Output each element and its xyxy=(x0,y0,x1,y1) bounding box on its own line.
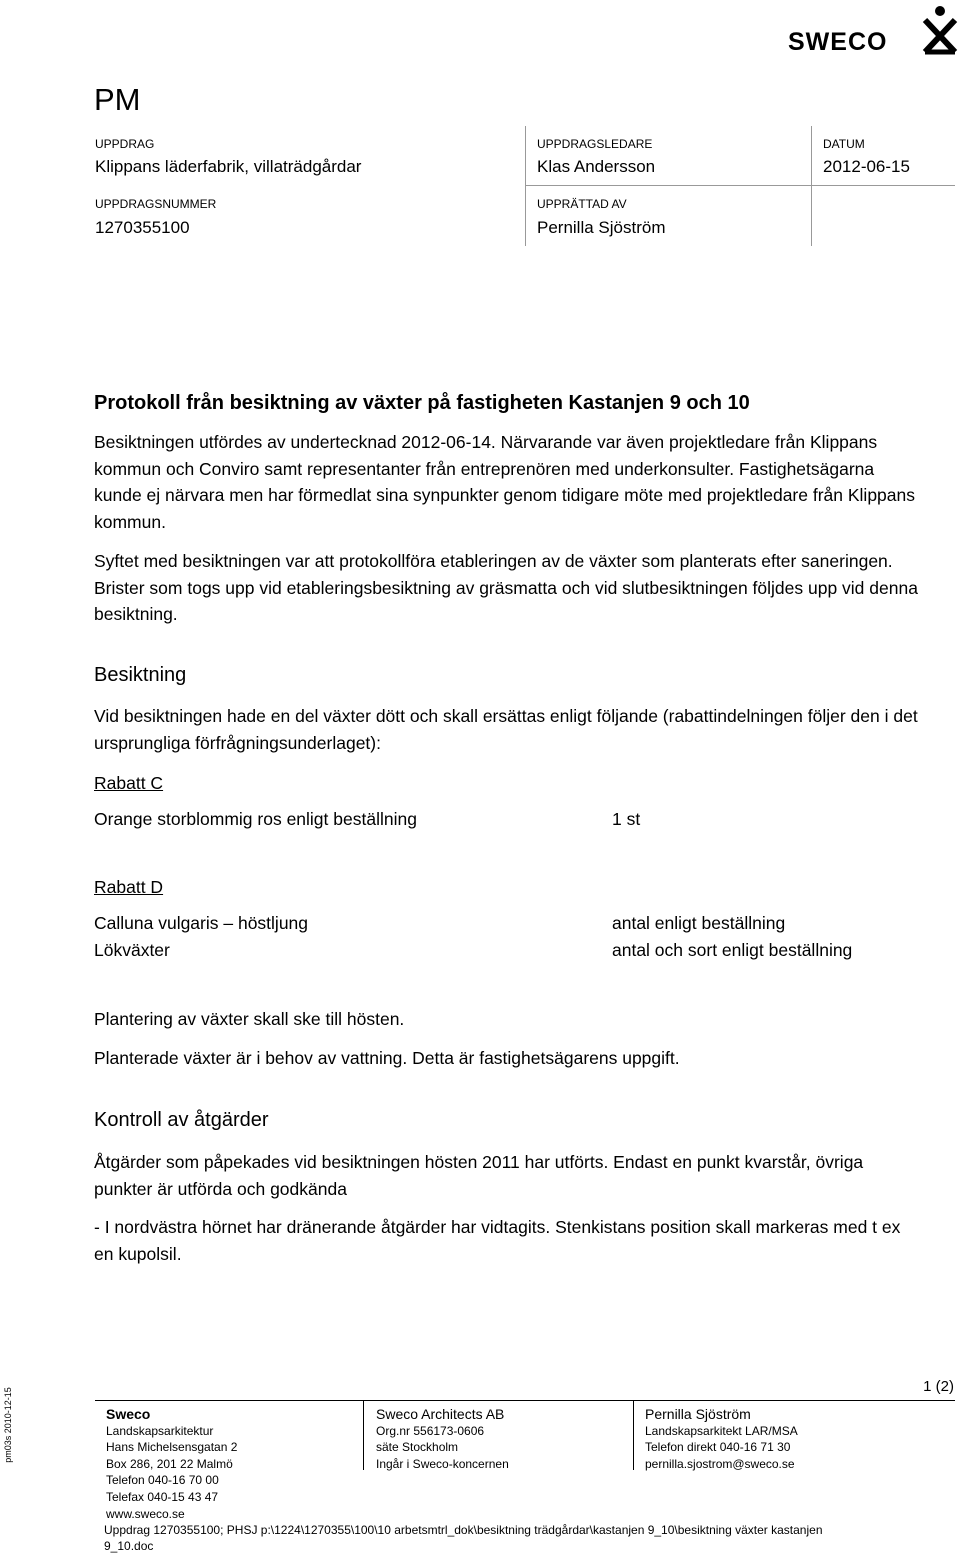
footer-file-path: Uppdrag 1270355100; PHSJ p:\1224\1270355\100\10 arbetsmtrl_dok\besiktning trädgårdar\kastanjen 9_10\besiktning växter kastanjen xyxy=(104,1523,823,1537)
rabatt-d-heading: Rabatt D xyxy=(94,877,164,897)
footer-file-path-continued: 9_10.doc xyxy=(104,1539,154,1553)
header-divider xyxy=(525,126,526,246)
planting-note: Plantering av växter skall ske till hösten. xyxy=(94,1009,405,1029)
footer-legal-name: Sweco Architects AB xyxy=(376,1406,505,1422)
kontroll-item: - I nordvästra hörnet har dränerande åtgärder har vidtagits. Stenkistans position skall markeras med t ex en kupolsil. xyxy=(94,1217,901,1264)
intro-paragraph-2: Syftet med besiktningen var att protokollföra etableringen av de växter som planterats efter saneringen. Brister som togs upp vid etableringsbesiktning av gräsmatta och vid slutbesiktningen följdes upp vid denna besiktning. xyxy=(94,551,918,624)
footer-line: Landskapsarkitekt LAR/MSA xyxy=(645,1423,798,1438)
footer-divider xyxy=(363,1400,364,1470)
uppdrag-value: Klippans läderfabrik, villaträdgårdar xyxy=(95,157,362,176)
document-title: Protokoll från besiktning av växter på fastigheten Kastanjen 9 och 10 xyxy=(94,392,750,414)
uppdragsledare-label: UPPDRAGSLEDARE xyxy=(537,137,653,151)
rabatt-d-item-name: Lökväxter xyxy=(94,940,170,960)
document-type: PM xyxy=(94,82,141,117)
rabatt-c-item-qty: 1 st xyxy=(612,809,641,829)
logo-text: SWECO xyxy=(788,28,888,56)
footer-contact xyxy=(645,1406,798,1472)
sweco-logo xyxy=(788,4,958,58)
footer-line: Hans Michelsensgatan 2 xyxy=(106,1440,238,1455)
uppdragsnummer-value: 1270355100 xyxy=(95,218,190,237)
footer-company xyxy=(106,1406,237,1522)
footer-line: Ingår i Sweco-koncernen xyxy=(376,1456,509,1471)
footer-legal xyxy=(376,1406,509,1472)
rabatt-c-item-name: Orange storblommig ros enligt beställning xyxy=(94,809,417,829)
section-heading-kontroll: Kontroll av åtgärder xyxy=(94,1109,269,1131)
footer-contact-name: Pernilla Sjöström xyxy=(645,1406,751,1422)
rabatt-c-heading: Rabatt C xyxy=(94,773,164,793)
intro-paragraph-1: Besiktningen utfördes av undertecknad 2012-06-14. Närvarande var även projektledare från Klippans kommun och Conviro samt representanter från entreprenören med underkonsulter. Fastighetsägarna kunde ej närvara men har förmedlat sina synpunkter genom tidigare möte med projektledare från Klippans kommun. xyxy=(94,432,916,532)
rabatt-d-item-qty: antal enligt beställning xyxy=(612,913,786,933)
header-divider xyxy=(525,185,955,186)
footer-line: Telefon direkt 040-16 71 30 xyxy=(645,1440,791,1455)
upprattad-value: Pernilla Sjöström xyxy=(537,218,666,237)
besiktning-text: Vid besiktningen hade en del växter dött och skall ersättas enligt följande (rabattindelningen följer den i det ursprungliga förfrågningsunderlaget): xyxy=(94,706,918,753)
sweco-figure-icon xyxy=(922,4,958,58)
rabatt-d-item-qty: antal och sort enligt beställning xyxy=(612,940,853,960)
footer-email: pernilla.sjostrom@sweco.se xyxy=(645,1456,795,1471)
footer-line: Telefax 040-15 43 47 xyxy=(106,1489,219,1504)
uppdrag-label: UPPDRAG xyxy=(95,137,155,151)
footer-line: säte Stockholm xyxy=(376,1440,459,1455)
footer-line: Telefon 040-16 70 00 xyxy=(106,1473,219,1488)
uppdragsnummer-label: UPPDRAGSNUMMER xyxy=(95,197,217,211)
template-code: pm03s 2010-12-15 xyxy=(2,1387,13,1463)
rabatt-d-item-name: Calluna vulgaris – höstljung xyxy=(94,913,309,933)
footer-divider xyxy=(95,1400,955,1401)
footer-line: Org.nr 556173-0606 xyxy=(376,1423,485,1438)
datum-label: DATUM xyxy=(823,137,865,151)
kontroll-text: Åtgärder som påpekades vid besiktningen hösten 2011 har utförts. Endast en punkt kvarstår, övriga punkter är utförda och godkända xyxy=(94,1152,864,1199)
section-heading-besiktning: Besiktning xyxy=(94,664,187,686)
footer-website: www.sweco.se xyxy=(106,1506,185,1521)
footer-company-name: Sweco xyxy=(106,1406,151,1422)
watering-note: Planterade växter är i behov av vattning. Detta är fastighetsägarens uppgift. xyxy=(94,1048,680,1068)
footer-divider xyxy=(633,1400,634,1470)
upprattad-label: UPPRÄTTAD AV xyxy=(537,197,627,211)
footer-line: Box 286, 201 22 Malmö xyxy=(106,1456,233,1471)
footer-line: Landskapsarkitektur xyxy=(106,1423,214,1438)
datum-value: 2012-06-15 xyxy=(823,157,910,176)
uppdragsledare-value: Klas Andersson xyxy=(537,157,656,176)
header-divider xyxy=(811,126,812,246)
page-number: 1 (2) xyxy=(923,1378,954,1395)
